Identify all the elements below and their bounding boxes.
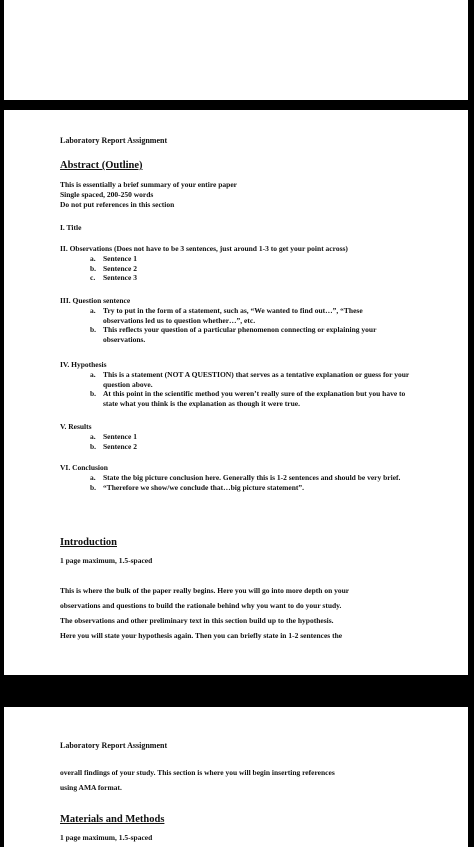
section-title: VI. Conclusion — [60, 463, 108, 472]
paragraph-line: This is where the bulk of the paper really begins. Here you will go into more depth on your — [60, 586, 350, 595]
abstract-heading: Abstract (Outline) — [60, 160, 143, 171]
list-item: b. This reflects your question of a particular phenomenon connecting or explaining your observations. — [90, 325, 377, 344]
section-title: IV. Hypothesis — [60, 360, 107, 369]
abstract-line: This is essentially a brief summary of your entire paper — [60, 180, 238, 189]
document-page-1 — [4, 110, 468, 675]
abstract-line: Do not put references in this section — [60, 200, 175, 209]
methods-spacing: 1 page maximum, 1.5-spaced — [60, 833, 153, 842]
document-page-2 — [4, 707, 468, 847]
list-item: c. Sentence 3 — [90, 273, 137, 282]
list-item: a. State the big picture conclusion here. Generally this is 1-2 sentences and should be very brief. — [90, 473, 401, 482]
sub-list — [90, 473, 405, 492]
list-item: b. Sentence 2 — [90, 441, 137, 451]
list-item: a. This is a statement (NOT A QUESTION) that serves as a tentative explanation or guess for your question above. — [90, 370, 410, 389]
list-item: b. At this point in the scientific method you weren’t really sure of the explanation but you have to state what you think is the explanation as though it were true. — [90, 389, 406, 408]
paragraph-line: observations and questions to build the rationale behind why you want to do your study. — [60, 601, 342, 610]
paragraph-line: using AMA format. — [60, 783, 122, 792]
list-item: b. “Therefore we show/we conclude that…big picture statement”. — [90, 482, 305, 492]
paragraph-line: The observations and other preliminary text in this section build up to the hypothesis. — [60, 616, 334, 625]
introduction-spacing: 1 page maximum, 1.5-spaced — [60, 556, 153, 565]
list-item: a. Try to put in the form of a statement, such as, “We wanted to find out…”, “These observations led us to question whether…”, etc. — [90, 306, 363, 325]
list-item: a. Sentence 1 — [90, 254, 137, 263]
abstract-line: Single spaced, 200-250 words — [60, 190, 154, 199]
running-header: Laboratory Report Assignment — [60, 741, 168, 750]
paragraph-line: Here you will state your hypothesis again. Then you can briefly state in 1-2 sentences the — [60, 631, 343, 640]
sub-list — [90, 370, 410, 408]
introduction-heading: Introduction — [60, 537, 117, 548]
section-title: I. Title — [60, 223, 82, 232]
sub-list — [90, 306, 400, 344]
previous-page-bottom — [4, 0, 468, 100]
methods-heading: Materials and Methods — [60, 814, 165, 825]
section-title: V. Results — [60, 422, 92, 431]
sub-list — [90, 432, 410, 451]
list-item: a. Sentence 1 — [90, 432, 137, 441]
section-title: III. Question sentence — [60, 296, 131, 305]
section-title: II. Observations (Does not have to be 3 sentences, just around 1-3 to get your point across) — [60, 244, 348, 253]
sub-list — [90, 254, 420, 283]
running-header: Laboratory Report Assignment — [60, 136, 168, 145]
list-item: b. Sentence 2 — [90, 263, 137, 273]
paragraph-line: overall findings of your study. This section is where you will begin inserting references — [60, 768, 335, 777]
